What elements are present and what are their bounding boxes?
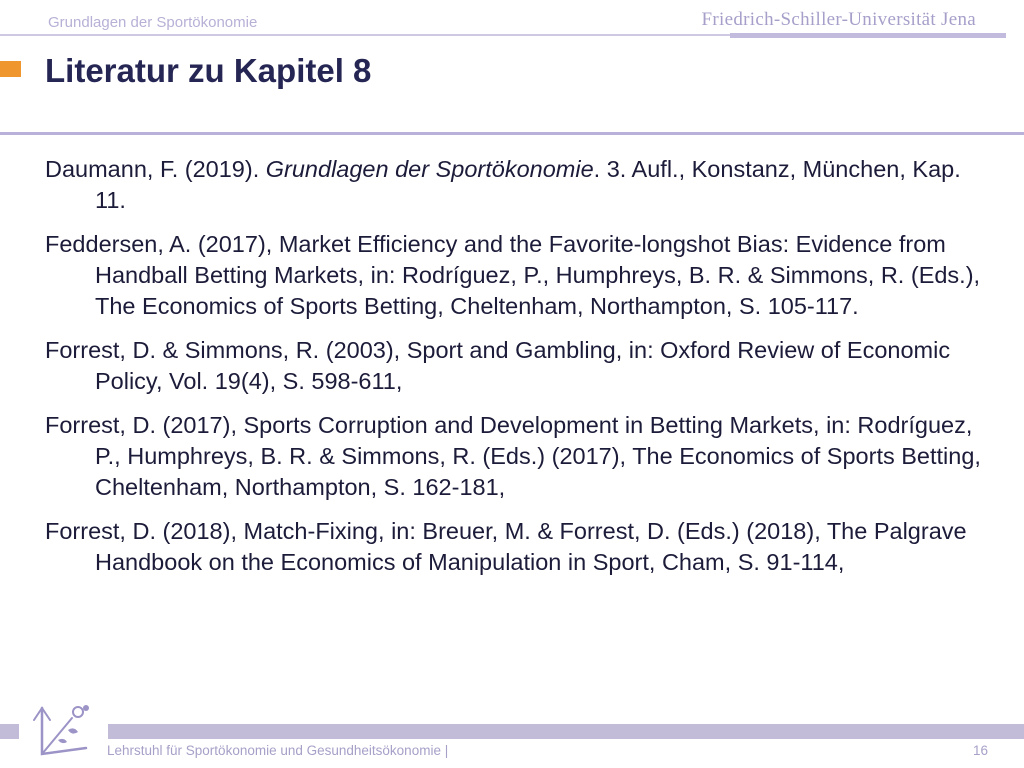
- reference-text: Forrest, D. (2017), Sports Corruption and Development in Betting Markets, in: Rodríguez, P., Humphreys, B. R. & Simmons, R. (Eds.) (2017), The Economics of Sports Betting, Cheltenham, Northampton, S. 162-181,: [45, 412, 981, 500]
- reference-text: Daumann, F. (2019).: [45, 156, 266, 182]
- course-title: Grundlagen der Sportökonomie: [48, 14, 258, 31]
- title-divider: [0, 132, 1024, 135]
- reference-item: [45, 516, 995, 578]
- reference-item: [45, 410, 995, 503]
- footer-square: [0, 724, 19, 739]
- reference-text: Forrest, D. & Simmons, R. (2003), Sport and Gambling, in: Oxford Review of Economic Policy, Vol. 19(4), S. 598-611,: [45, 337, 951, 394]
- slide-title: Literatur zu Kapitel 8: [45, 52, 372, 89]
- reference-item: [45, 335, 995, 397]
- university-name: Friedrich-Schiller-Universität Jena: [701, 9, 976, 30]
- footer-chair-name: Lehrstuhl für Sportökonomie und Gesundheitsökonomie |: [107, 743, 449, 758]
- reference-text-tail: . 3. Aufl., Konstanz, München, Kap. 11.: [95, 156, 961, 213]
- reference-book-title: Grundlagen der Sportökonomie: [265, 156, 594, 182]
- reference-text: Forrest, D. (2018), Match-Fixing, in: Breuer, M. & Forrest, D. (Eds.) (2018), The Palgrave Handbook on the Economics of Manipulation in Sport, Cham, S. 91-114,: [45, 518, 967, 575]
- chair-logo-icon: [28, 700, 100, 760]
- header-divider-right: [730, 33, 1006, 38]
- page-number: 16: [972, 743, 988, 758]
- reference-item: [45, 229, 995, 322]
- header-divider-left: [0, 34, 730, 36]
- reference-text: Feddersen, A. (2017), Market Efficiency and the Favorite-longshot Bias: Evidence from Handball Betting Markets, in: Rodríguez, P., Humphreys, B. R. & Simmons, R. (Eds.), The Economics of Sports Betting, Cheltenham, Northampton, S. 105-117.: [45, 231, 981, 319]
- reference-item: [45, 154, 995, 216]
- title-marker: [0, 61, 21, 77]
- footer-bar: [108, 724, 1024, 739]
- reference-list: [45, 154, 995, 578]
